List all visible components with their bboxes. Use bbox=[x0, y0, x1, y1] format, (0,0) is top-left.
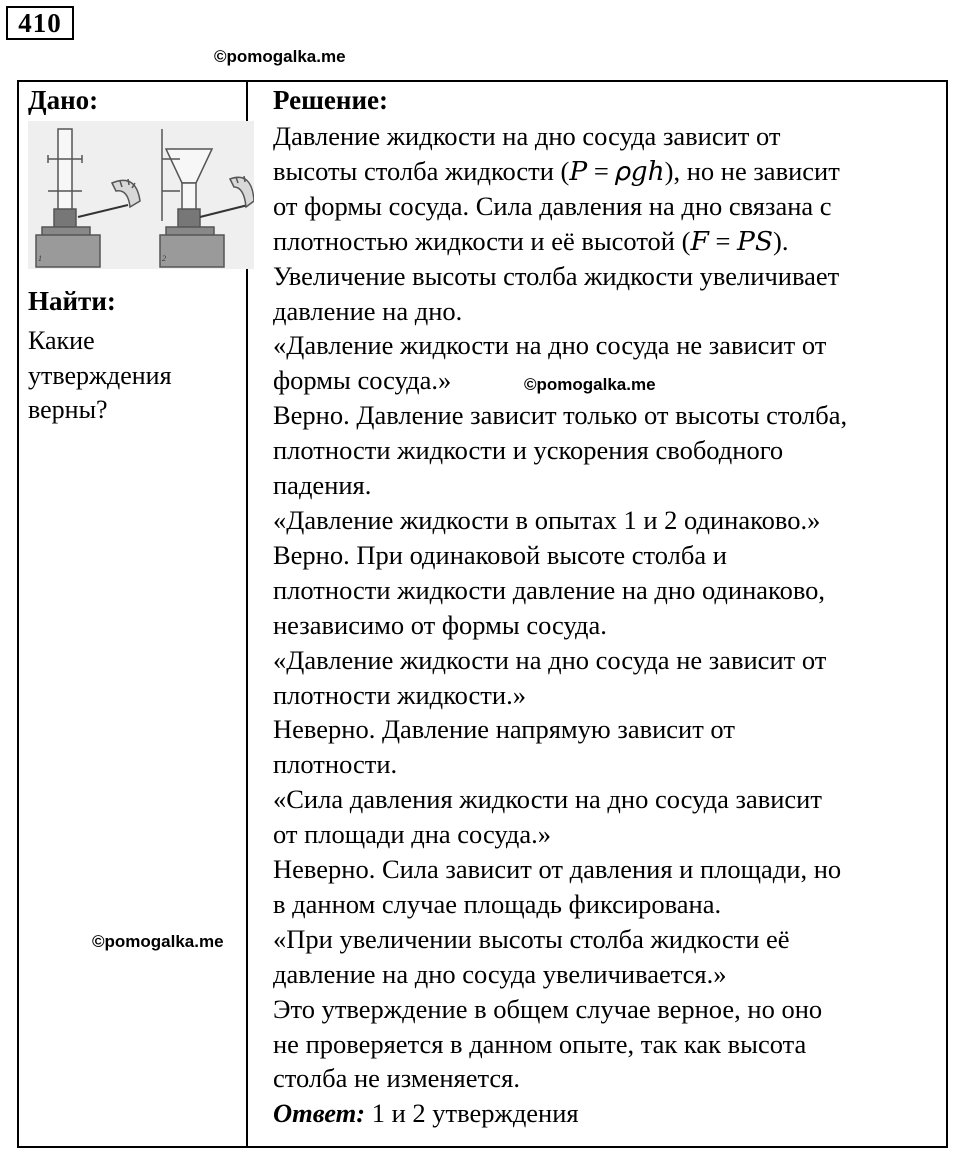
solution-line: плотности жидкости.» bbox=[273, 679, 526, 710]
given-column bbox=[28, 83, 242, 428]
solution-line: «Давление жидкости на дно сосуда не зависит от bbox=[273, 644, 827, 675]
solution-text bbox=[273, 119, 945, 1131]
solution-line: давление на дно. bbox=[273, 295, 463, 326]
solution-line: высоты столба жидкости (𝑃 = 𝜌𝑔ℎ), но не зависит bbox=[273, 155, 840, 186]
solution-line: «Сила давления жидкости на дно сосуда зависит bbox=[273, 784, 822, 815]
solution-line: Это утверждение в общем случае верное, но оно bbox=[273, 993, 823, 1024]
solution-line: от площади дна сосуда.» bbox=[273, 819, 552, 850]
solution-line: плотности жидкости давление на дно одинаково, bbox=[273, 574, 826, 605]
solution-line: плотности. bbox=[273, 749, 398, 780]
solution-line: в данном случае площадь фиксирована. bbox=[273, 888, 722, 919]
solution-line: Неверно. Давление напрямую зависит от bbox=[273, 714, 735, 745]
problem-number: 410 bbox=[6, 6, 74, 40]
figure-label-1: 1 bbox=[38, 254, 42, 263]
solution-line: столба не изменяется. bbox=[273, 1063, 520, 1094]
solution-column bbox=[273, 83, 945, 1131]
solution-line: давление на дно сосуда увеличивается.» bbox=[273, 958, 727, 989]
find-question bbox=[28, 324, 242, 428]
solution-line: плотностью жидкости и её высотой (𝐹 = 𝑃𝑆). bbox=[273, 225, 789, 256]
answer-text: 1 и 2 утверждения bbox=[365, 1098, 579, 1129]
solution-heading: Решение: bbox=[273, 85, 388, 115]
solution-line: «Давление жидкости в опытах 1 и 2 одинаково.» bbox=[273, 504, 821, 535]
question-line: Какие bbox=[28, 326, 95, 355]
answer-label: Ответ: bbox=[273, 1098, 366, 1129]
given-heading: Дано: bbox=[28, 85, 99, 115]
question-line: верны? bbox=[28, 395, 108, 424]
solution-line: Давление жидкости на дно сосуда зависит от bbox=[273, 121, 781, 151]
solution-line: Верно. При одинаковой высоте столба и bbox=[273, 539, 727, 570]
answer-line bbox=[273, 1096, 945, 1131]
solution-line: Неверно. Сила зависит от давления и площади, но bbox=[273, 854, 842, 885]
watermark-middle: ©pomogalka.me bbox=[524, 375, 656, 394]
solution-line: «Давление жидкости на дно сосуда не зависит от bbox=[273, 330, 827, 361]
solution-line: независимо от формы сосуда. bbox=[273, 609, 607, 640]
watermark-left: ©pomogalka.me bbox=[92, 932, 224, 951]
solution-line: от формы сосуда. Сила давления на дно связана с bbox=[273, 190, 832, 221]
solution-line: формы сосуда.» bbox=[273, 365, 452, 396]
question-line: утверждения bbox=[28, 360, 172, 390]
find-heading: Найти: bbox=[28, 286, 116, 316]
figure-label-2: 2 bbox=[162, 254, 166, 263]
solution-line: Увеличение высоты столба жидкости увеличивает bbox=[273, 260, 840, 291]
solution-line: Верно. Давление зависит только от высоты столба, bbox=[273, 400, 848, 431]
solution-line: «При увеличении высоты столба жидкости её bbox=[273, 923, 790, 954]
experiment-figure bbox=[28, 121, 254, 269]
solution-line: не проверяется в данном опыте, так как высота bbox=[273, 1028, 807, 1059]
solution-line: падения. bbox=[273, 470, 372, 501]
solution-line: плотности жидкости и ускорения свободного bbox=[273, 435, 784, 466]
watermark-top: ©pomogalka.me bbox=[214, 47, 346, 66]
